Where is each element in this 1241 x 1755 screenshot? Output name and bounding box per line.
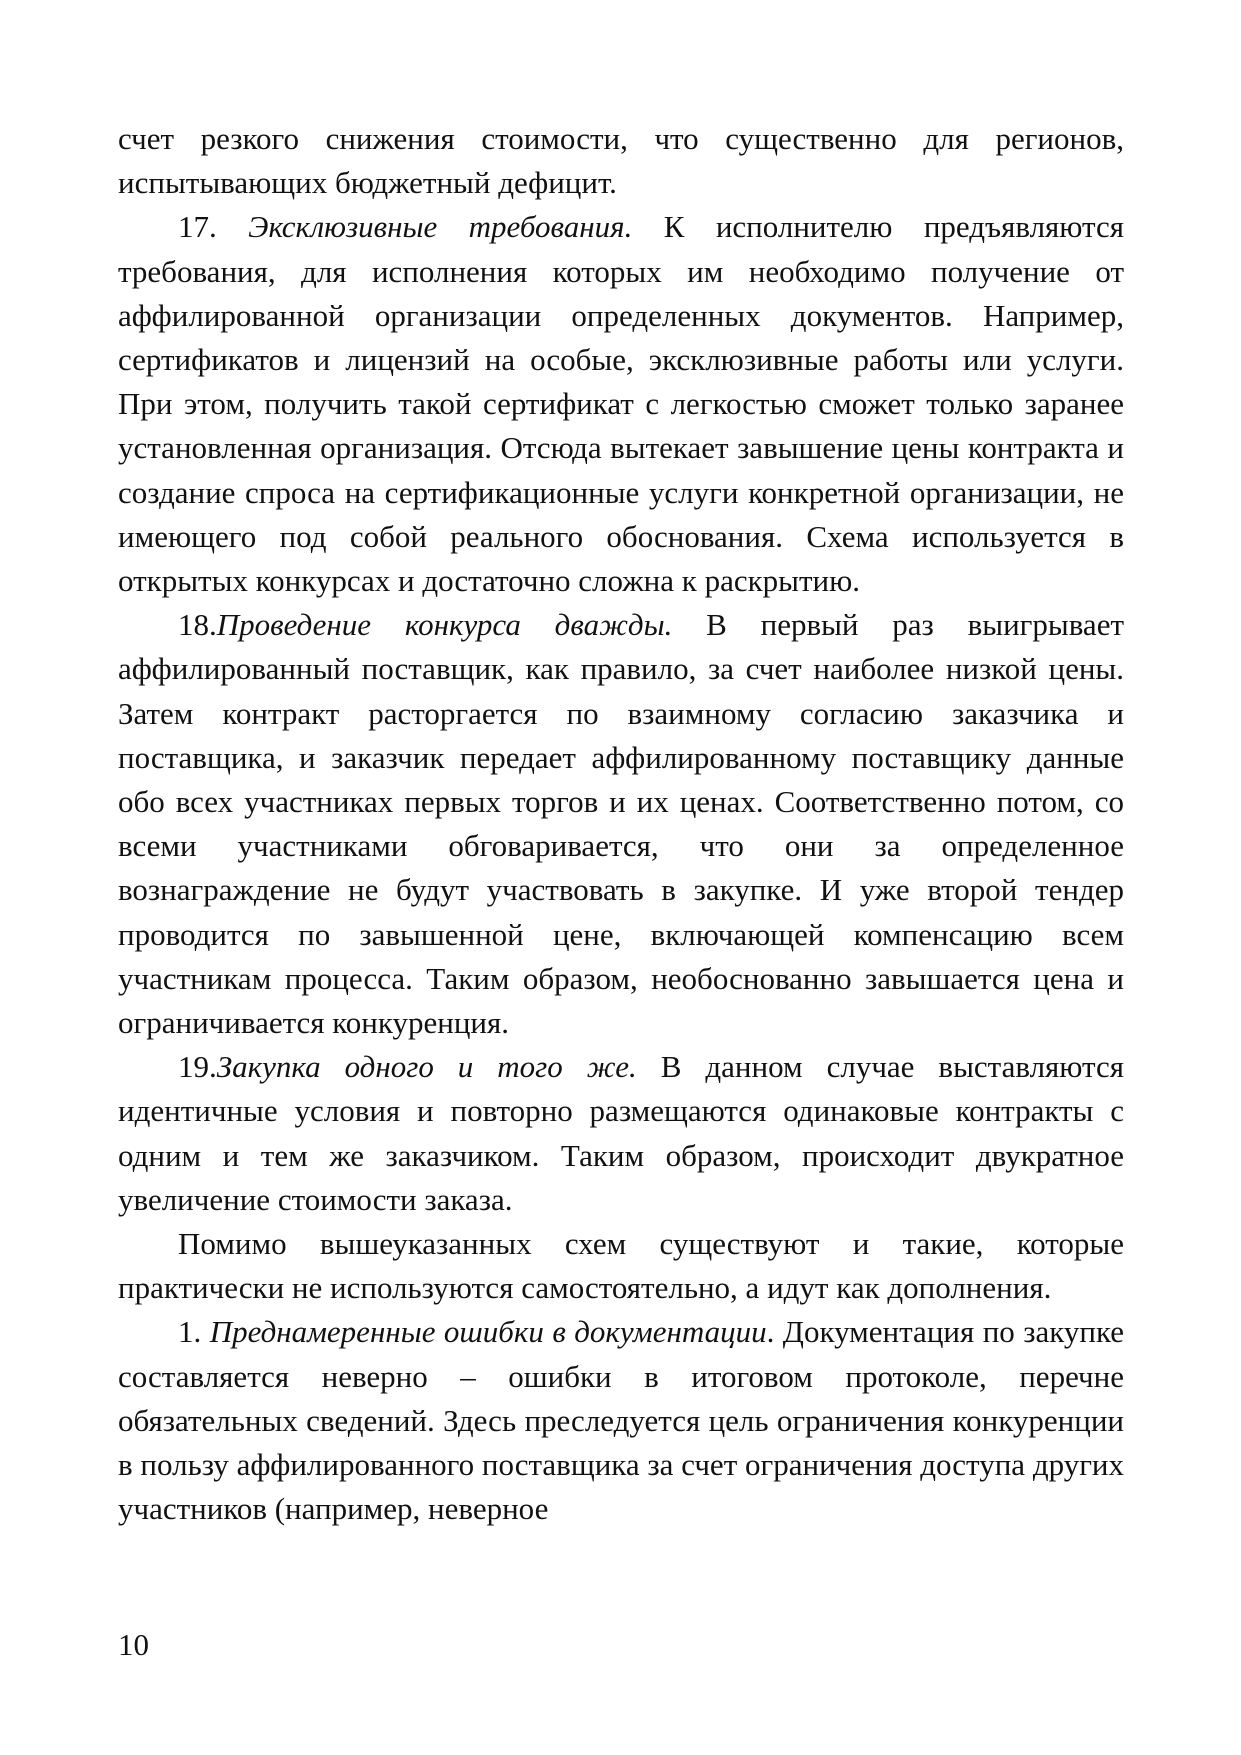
paragraph-scheme-17 bbox=[118, 205, 1124, 603]
paragraph-text: К исполнителю предъявляются требования, для исполнения которых им необходимо получение от аффилированной организации определенных документов. Например, сертификатов и лицензий на особые, эксклюзивные работы или услуги. При этом, получить такой сертификат с легкостью сможет только заранее установленная организация. Отсюда вытекает завышение цены контракта и создание спроса на сертификационные услуги конкретной организации, не имеющего под собой реального обоснования. Схема используется в открытых конкурсах и достаточно сложна к раскрытию. bbox=[118, 209, 1124, 599]
item-number: 1. bbox=[178, 1314, 210, 1350]
paragraph-continuation bbox=[118, 117, 1124, 205]
item-number: 17. bbox=[178, 209, 249, 245]
paragraph-scheme-19 bbox=[118, 1045, 1124, 1222]
page-number: 10 bbox=[118, 1627, 149, 1662]
item-title: Эксклюзивные требования. bbox=[248, 209, 633, 245]
paragraph-text: В данном случае выставляются идентичные условия и повторно размещаются одинаковые контракты с одним и тем же заказчиком. Таким образом, происходит двукратное увеличение стоимости заказа. bbox=[118, 1049, 1124, 1217]
paragraph-text: . Документация по закупке составляется неверно – ошибки в итоговом протоколе, перечне обязательных сведений. Здесь преследуется цель ограничения конкуренции в пользу аффилированного поставщика за счет ограничения доступа других участников (например, неверное bbox=[118, 1314, 1125, 1527]
body-text bbox=[118, 117, 1124, 1532]
item-title: Закупка одного и того же. bbox=[216, 1049, 637, 1085]
item-title: Преднамеренные ошибки в документации bbox=[209, 1314, 767, 1350]
paragraph-addition-1 bbox=[118, 1310, 1124, 1531]
paragraph-scheme-18 bbox=[118, 603, 1124, 1045]
paragraph-text: Помимо вышеуказанных схем существуют и такие, которые практически не используются самостоятельно, а идут как дополнения. bbox=[118, 1226, 1124, 1306]
item-number: 18. bbox=[178, 607, 217, 643]
paragraph-intro-additional bbox=[118, 1222, 1124, 1310]
paragraph-text: В первый раз выигрывает аффилированный поставщик, как правило, за счет наиболее низкой цены. Затем контракт расторгается по взаимному согласию заказчика и поставщика, и заказчик передает аффилированному поставщику данные обо всех участниках первых торгов и их ценах. Соответственно потом, со всеми участниками обговаривается, что они за определенное вознаграждение не будут участвовать в закупке. И уже второй тендер проводится по завышенной цене, включающей компенсацию всем участникам процесса. Таким образом, необоснованно завышается цена и ограничивается конкуренция. bbox=[118, 607, 1124, 1041]
item-number: 19. bbox=[178, 1049, 217, 1085]
paragraph-text: счет резкого снижения стоимости, что существенно для регионов, испытывающих бюджетный дефицит. bbox=[118, 121, 1124, 201]
item-title: Проведение конкурса дважды. bbox=[216, 607, 673, 643]
